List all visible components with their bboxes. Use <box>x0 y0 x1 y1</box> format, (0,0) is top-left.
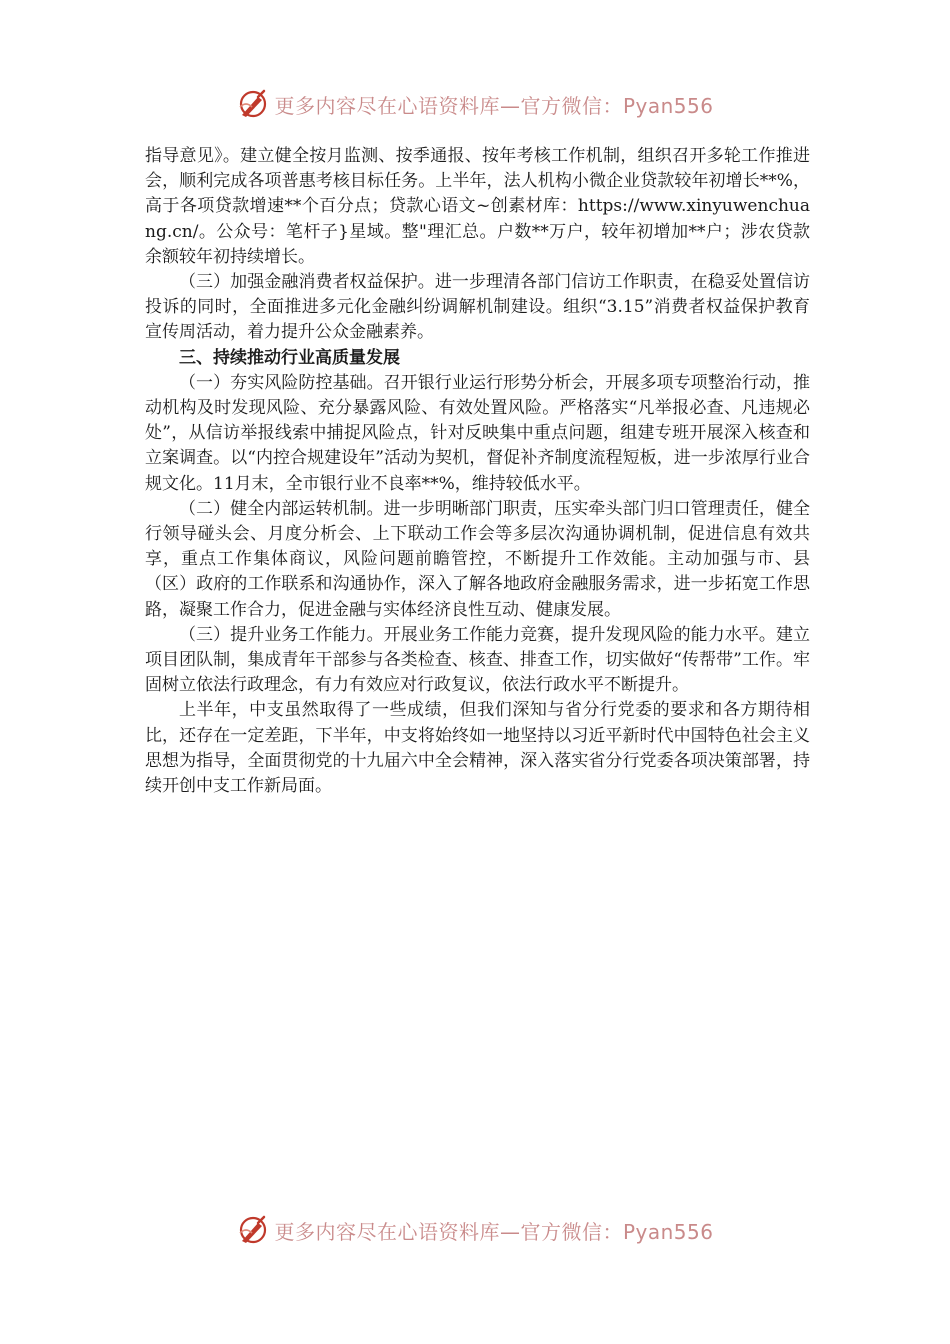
paragraph-internal-mechanism: （二）健全内部运转机制。进一步明晰部门职责，压实牵头部门归口管理责任，健全行领导碰头会、月度分析会、上下联动工作会等多层次沟通协调机制，促进信息有效共享，重点工作集体商议，风险问题前瞻管控，不断提升工作效能。主动加强与市、县（区）政府的工作联系和沟通协作，深入了解各地政府金融服务需求，进一步拓宽工作思路，凝聚工作合力，促进金融与实体经济良性互动、健康发展。 <box>145 498 810 620</box>
paragraph-continuation: 指导意见》。建立健全按月监测、按季通报、按年考核工作机制，组织召开多轮工作推进会，顺利完成各项普惠考核目标任务。上半年，法人机构小微企业贷款较年初增长**%，高于各项贷款增速**个百分点；贷款心语文~创素材库：https://www.xinyuwenchuang.cn/。公众号：笔杆子}星域。整"理汇总。户数**万户，较年初增加**户；涉农贷款余额较年初持续增长。 <box>145 146 810 267</box>
paragraph-conclusion: 上半年，中支虽然取得了一些成绩，但我们深知与省分行党委的要求和各方期待相比，还存在一定差距，下半年，中支将始终如一地坚持以习近平新时代中国特色社会主义思想为指导，全面贯彻党的十九届六中全会精神，深入落实省分行党委各项决策部署，持续开创中支工作新局面。 <box>145 700 810 797</box>
section-heading-3: 三、持续推动行业高质量发展 <box>179 347 400 368</box>
footer-banner <box>0 1210 950 1250</box>
banner-text: 更多内容尽在心语资料库—官方微信：Pyan556 <box>274 93 714 118</box>
paragraph-consumer-protection: （三）加强金融消费者权益保护。进一步理清各部门信访工作职责，在稳妥处置信访投诉的同时，全面推进多元化金融纠纷调解机制建设。组织“3.15”消费者权益保护教育宣传周活动，着力提升公众金融素养。 <box>145 272 810 343</box>
pen-swirl-logo-icon <box>236 1213 270 1247</box>
document-body <box>145 144 810 799</box>
paragraph-business-ability: （三）提升业务工作能力。开展业务工作能力竞赛，提升发现风险的能力水平。建立项目团队制，集成青年干部参与各类检查、核查、排查工作，切实做好“传帮带”工作。牢固树立依法行政理念，有力有效应对行政复议，依法行政水平不断提升。 <box>145 624 810 696</box>
banner-text: 更多内容尽在心语资料库—官方微信：Pyan556 <box>274 1219 714 1244</box>
pen-swirl-logo-icon <box>236 87 270 121</box>
header-banner <box>0 84 950 124</box>
paragraph-risk-control: （一）夯实风险防控基础。召开银行业运行形势分析会，开展多项专项整治行动，推动机构及时发现风险、充分暴露风险、有效处置风险。严格落实“凡举报必查、凡违规必处”，从信访举报线索中捕捉风险点，针对反映集中重点问题，组建专班开展深入核查和立案调查。以“内控合规建设年”活动为契机，督促补齐制度流程短板，进一步浓厚行业合规文化。11月末，全市银行业不良率**%，维持较低水平。 <box>145 372 810 494</box>
